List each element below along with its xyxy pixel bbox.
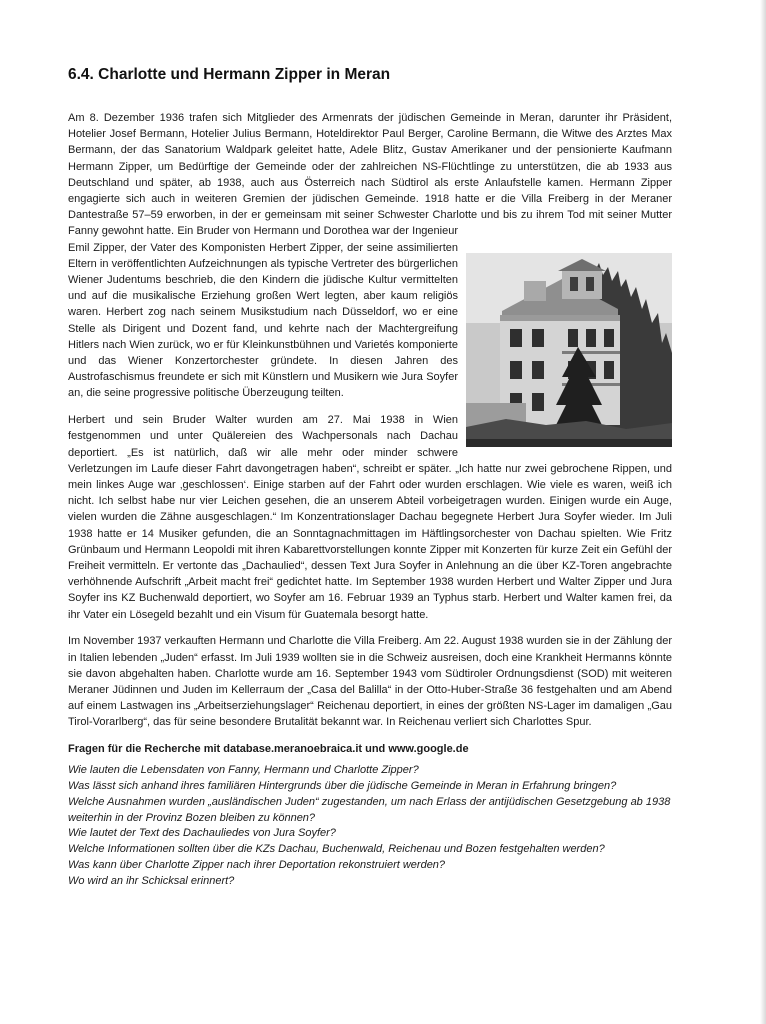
research-question: Welche Ausnahmen wurden „ausländischen Juden“ zugestanden, um nach Erlass der antijüdischen Gesetzgebung ab 1938 weiterhin in der Provinz Bozen bleiben zu können?	[68, 795, 671, 824]
research-question: Wie lautet der Text des Dachauliedes von Jura Soyfer?	[68, 827, 336, 840]
paragraph-intro-text: Am 8. Dezember 1936 trafen sich Mitglieder des Armenrats der jüdischen Gemeinde in Meran, darunter ihr Präsident, Hotelier Josef Bermann, Hotelier Julius Bermann, Hoteldirektor Paul Berger, Caroline Bermann, die Witwe des Arztes Max Bermann, der das Sanatorium Waldpark geleitet hatte, Adele Blitz, Gustav Amerikaner und der pensionierte Kaufmann Hermann Zipper, um Bedürftige der Gemeinde oder der zahlreichen NS-Flüchtlinge zu unterstützen, die ab 1933 aus Deutschland und später, ab 1938, auch aus Österreich nach Südtirol als erste Anlaufstelle kamen. Hermann Zipper engagierte sich auch in weiteren Gremien der jüdischen Gemeinde. 1918 hatte er die Villa Freiberg in der Meraner Dantestraße 57–59 erworben, in der er gemeinsam mit seiner Schwester Charlotte und bis zu ihrem Tod mit seiner Mutter Fanny gewohnt hatte.	[68, 112, 672, 238]
villa-freiberg-photo	[466, 253, 672, 447]
paragraph-dachau: Herbert und sein Bruder Walter wurden am 27. Mai 1938 in Wien festgenommen und unter Quälereien des Wachpersonals nach Dachau deportiert. „Es ist natürlich, daß wir alle mehr oder minder schwere Verletzungen im Laufe dieser Fahrt davongetragen haben“, schreibt er später. „Ich hatte nur zwei gebrochene Rippen, und mein linkes Auge war ‚geschlossen‘. Einige starben auf der Fahrt oder wurden erschlagen. Wie viele es waren, weiß ich nicht. Ich selbst habe nur vier Leichen gesehen, die an unserem Abteil vorbeigetragen wurden. Einigen wurde ein Auge, vielen wurden die Zähne ausgeschlagen.“ Im Konzentrationslager Dachau begegnete Herbert Jura Soyfer wieder. Im Juli 1938 hatte er 14 Musiker gefunden, die an Sonntagnachmittagen im Häftlingsorchester von Dachau spielten. Wie Fritz Grünbaum und Hermann Leopoldi mit ihren Kabarettvorstellungen konnte Zipper mit Konzerten für kurze Zeit ein Gefühl der Freiheit vermitteln. Er vertonte das „Dachaulied“, dessen Text Jura Soyfer in Anlehnung an die über KZ-Toren angebrachte verhöhnende Aufschrift „Arbeit macht frei“ gedichtet hatte. Im September 1938 wurden Herbert und Walter Zipper und Jura Soyfer ins KZ Buchenwald deportiert, wo Soyfer am 16. Februar 1939 an Typhus starb. Herbert und Walter kamen frei, da ihr Vater ein Lösegeld bezahlt und ein Visum für Guatemala besorgt hatte.	[68, 414, 672, 621]
research-question: Welche Informationen sollten über die KZs Dachau, Buchenwald, Reichenau und Bozen festgehalten werden?	[68, 843, 605, 856]
paragraph-deportation: Im November 1937 verkauften Hermann und Charlotte die Villa Freiberg. Am 22. August 1938 wurden sie in der Zählung der in Italien lebenden „Juden“ erfasst. Im Juli 1939 wollten sie in die Schweiz ausreisen, doch eine Krankheit Hermanns könnte sie davon abgehalten haben. Charlotte wurde am 16. September 1943 vom Südtiroler Ordnungsdienst (SOD) mit weiteren Meraner Jüdinnen und Juden im Kellerraum der „Casa del Balilla“ in der Otto-Huber-Straße 36 festgehalten und am Abend auf einem Lastwagen ins „Arbeitserziehungslager“ Reichenau deportiert, in eines der größten NS-Lager im damaligen „Gau Tirol-Vorarlberg“, das für seine besondere Brutalität bekannt war. In Reichenau verliert sich Charlottes Spur.	[68, 635, 672, 729]
page-edge-shadow	[760, 0, 766, 1024]
research-question: Was lässt sich anhand ihres familiären Hintergrunds über die jüdische Gemeinde in Meran in Erfahrung bringen?	[68, 780, 617, 793]
research-questions-heading: Fragen für die Recherche mit database.meranoebraica.it und www.google.de	[68, 743, 469, 756]
paragraph-zipper-family-text: Ein Bruder von Hermann und Dorothea war der Ingenieur Emil Zipper, der Vater des Komponisten Herbert Zipper, der seine assimilierten Eltern in veröffentlichten Aufzeichnungen als typische Vertreter des bürgerlichen Wiener Judentums beschrieb, die den Kindern die jüdische Kultur vermittelten und auf die musikalische Erziehung großen Wert legten, aber kaum religiös waren. Herbert zog nach seinem Musikstudium nach Düsseldorf, wo er eine Stelle als Dirigent und Dozent fand, und kehrte nach der Machtergreifung Hitlers nach Wien zurück, wo er für Kleinkunstbühnen und Varietés komponierte und das Wiener Konzertorchester gründete. In diesen Jahren des Austrofaschismus freundete er sich mit Künstlern und Musikern wie Jura Soyfer an, die seine progressive politische Überzeugung teilten.	[68, 225, 459, 400]
research-question: Wie lauten die Lebensdaten von Fanny, Hermann und Charlotte Zipper?	[68, 764, 419, 777]
research-questions-list	[68, 763, 672, 889]
paragraph-intro	[68, 110, 672, 402]
research-question: Was kann über Charlotte Zipper nach ihrer Deportation rekonstruiert werden?	[68, 859, 446, 871]
section-title: 6.4. Charlotte und Hermann Zipper in Meran	[68, 66, 391, 83]
research-question: Wo wird an ihr Schicksal erinnert?	[68, 874, 235, 887]
body-text	[68, 110, 672, 890]
